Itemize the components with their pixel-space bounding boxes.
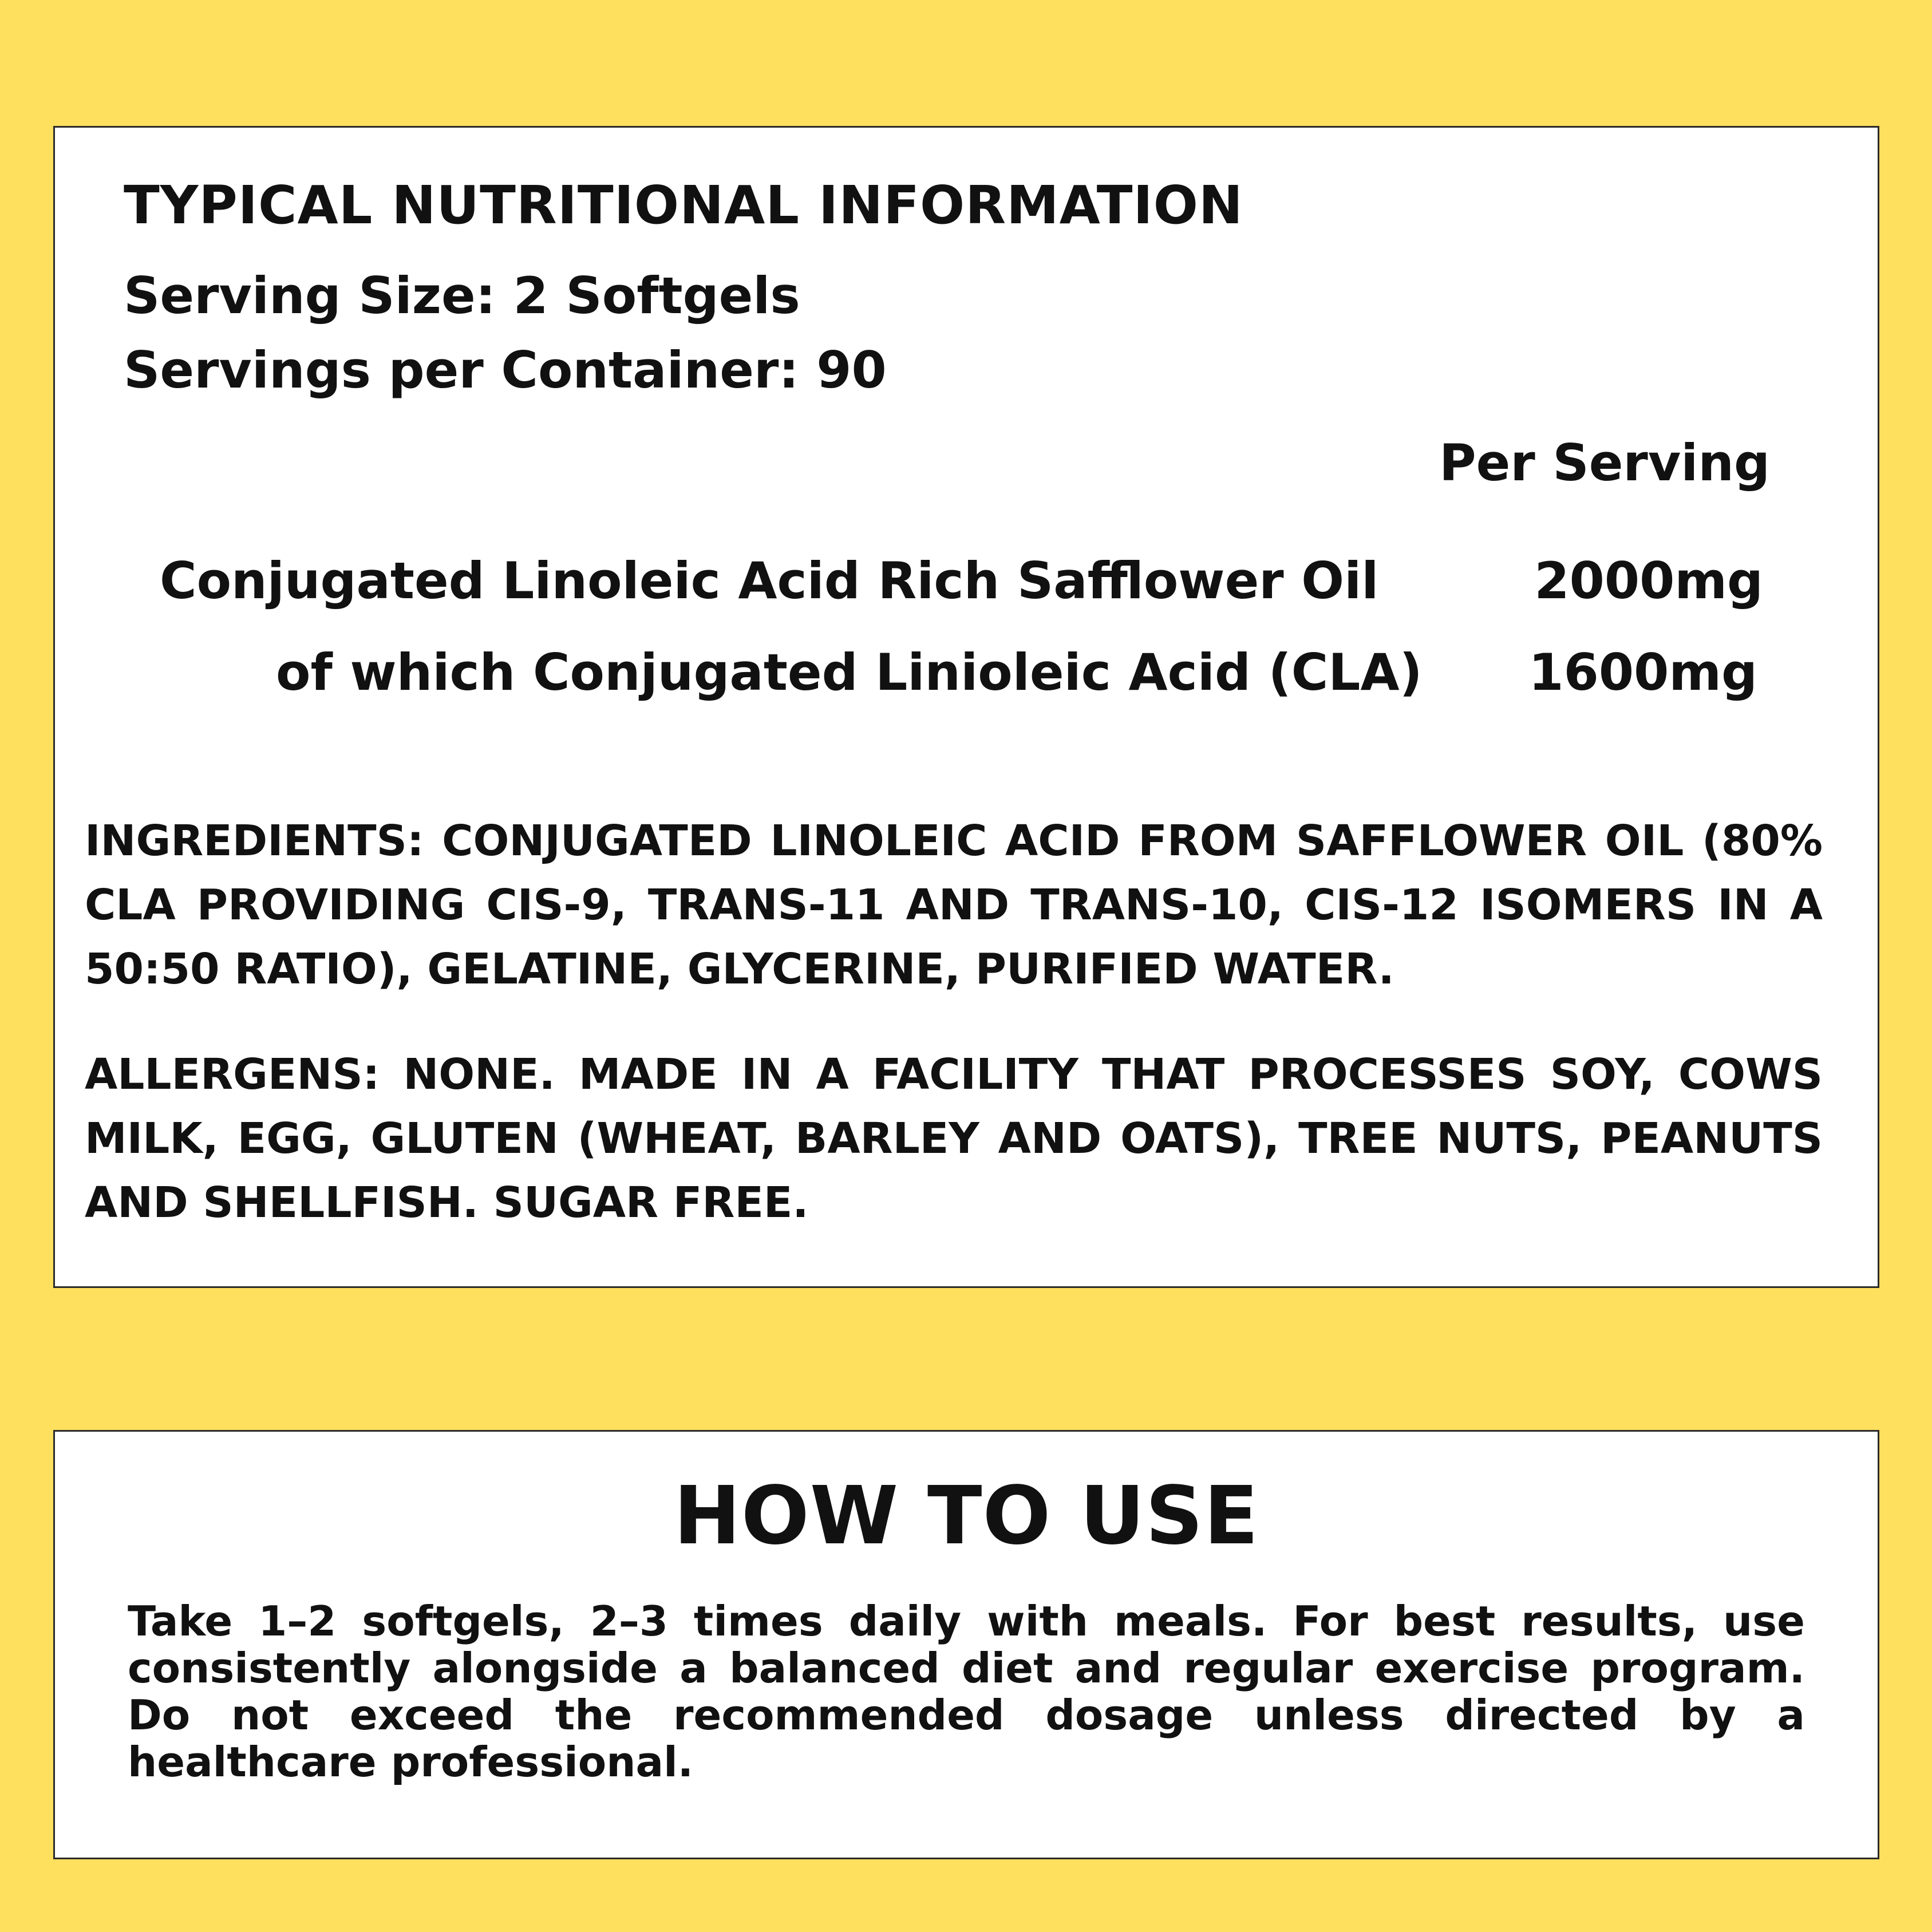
nutrition-info-panel [53, 126, 1879, 1288]
allergens-text: ALLERGENS: NONE. MADE IN A FACILITY THAT PROCESSES SOY, COWS MILK, EGG, GLUTEN (WHEAT, BARLEY AND OATS), TREE NUTS, PEANUTS AND SHELLFISH. SUGAR FREE. [85, 1050, 1823, 1227]
serving-size: Serving Size: 2 Softgels [124, 266, 800, 325]
servings-per-container: Servings per Container: 90 [124, 341, 887, 400]
nutrient-value: 1600mg [1528, 643, 1757, 702]
how-to-use-panel [53, 1430, 1879, 1859]
nutrient-value: 2000mg [1534, 551, 1763, 610]
nutrient-name: Conjugated Linoleic Acid Rich Safflower Oil [160, 551, 1379, 610]
per-serving-header: Per Serving [1439, 433, 1770, 492]
ingredients-text: INGREDIENTS: CONJUGATED LINOLEIC ACID FROM SAFFLOWER OIL (80% CLA PROVIDING CIS-9, TRANS-11 AND TRANS-10, CIS-12 ISOMERS IN A 50:50 RATIO), GELATINE, GLYCERINE, PURIFIED WATER. [85, 816, 1823, 994]
how-to-use-title: HOW TO USE [673, 1469, 1259, 1563]
how-to-use-instructions: Take 1–2 softgels, 2–3 times daily with meals. For best results, use consistently alongside a balanced diet and regular exercise program. Do not exceed the recommended dosage unless directed by a healthcare professional. [128, 1597, 1805, 1786]
nutrition-title: TYPICAL NUTRITIONAL INFORMATION [124, 175, 1243, 236]
nutrient-name: of which Conjugated Linioleic Acid (CLA) [276, 643, 1423, 702]
